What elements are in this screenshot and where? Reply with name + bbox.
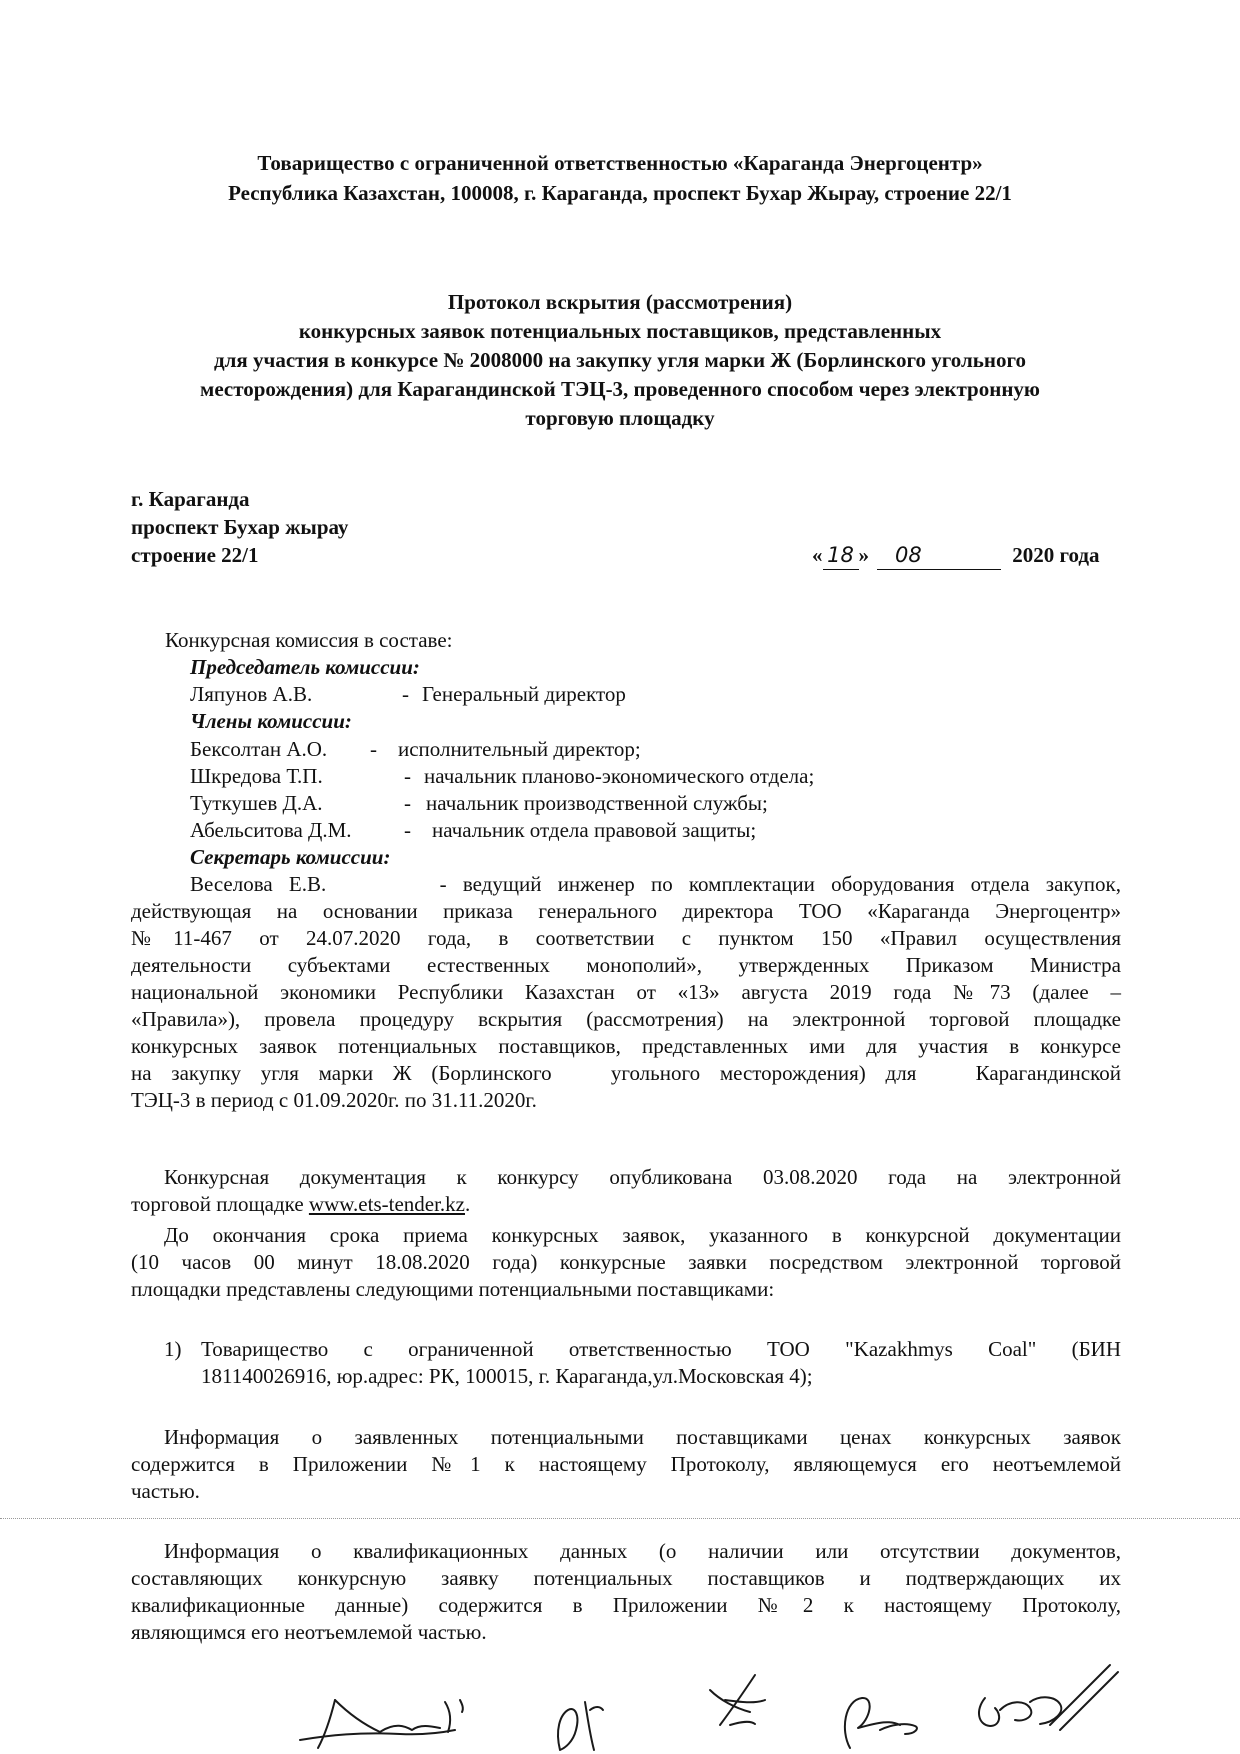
signature-3 (710, 1675, 765, 1725)
paragraph-line: ТЭЦ-3 в период с 01.09.2020г. по 31.11.2020г. (131, 1088, 537, 1112)
supplier-number: 1) (164, 1337, 182, 1361)
deadline-paragraph (131, 1222, 1121, 1303)
paragraph-line: (10 часов 00 минут 18.08.2020 года) конкурсные заявки посредством электронной торговой (131, 1250, 1121, 1274)
protocol-date (812, 541, 1100, 570)
member-name: Бексолтан А.О. (190, 737, 328, 761)
paragraph-line: на закупку угля марки Ж (Борлинского угольного месторождения) для Карагандинской (131, 1061, 1121, 1085)
signature-2 (558, 1702, 603, 1750)
prices-paragraph (131, 1424, 1121, 1505)
location-city: г. Караганда (131, 487, 250, 511)
chair-heading: Председатель комиссии: (190, 655, 420, 679)
member-name: Абельситова Д.М. (190, 818, 352, 842)
date-day: 18 (823, 541, 859, 570)
protocol-title-line-1: Протокол вскрытия (рассмотрения) (447, 290, 793, 314)
chair-role: Генеральный директор (422, 682, 626, 706)
paragraph-line: До окончания срока приема конкурсных заявок, указанного в конкурсной документации (164, 1223, 1121, 1247)
protocol-title-line-5: торговую площадку (525, 406, 715, 430)
chair-sep: - (402, 682, 409, 706)
location-street: проспект Бухар жырау (131, 515, 349, 539)
paragraph-line (131, 1191, 1121, 1218)
paragraph-line: Веселова Е.В. - ведущий инженер по комплектации оборудования отдела закупок, (190, 872, 1121, 896)
member-row (0, 817, 1240, 844)
member-role: начальник отдела правовой защиты; (432, 818, 757, 842)
org-name: Товарищество с ограниченной ответственностью «Караганда Энергоцентр» (257, 151, 983, 175)
protocol-title-line-3: для участия в конкурсе № 2008000 на закупку угля марки Ж (Борлинского угольного (213, 348, 1027, 372)
paragraph-line: квалификационные данные) содержится в Приложении №2 к настоящему Протоколу, (131, 1593, 1121, 1617)
date-open-quote: « (812, 543, 823, 567)
paragraph-line: конкурсных заявок потенциальных поставщиков, представленных ими для участия в конкурсе (131, 1034, 1121, 1058)
signature-5 (979, 1665, 1118, 1730)
member-row (0, 736, 1240, 763)
location-building: строение 22/1 (131, 543, 259, 567)
date-month: 08 (877, 541, 1001, 570)
paragraph-line: частью. (131, 1479, 200, 1503)
supplier-list-item (131, 1336, 1121, 1390)
member-name: Туткушев Д.А. (190, 791, 323, 815)
member-role: начальник планово-экономического отдела; (424, 764, 815, 788)
member-sep: - (370, 737, 377, 761)
chair-name: Ляпунов А.В. (190, 682, 313, 706)
member-row (0, 763, 1240, 790)
protocol-title-line-2: конкурсных заявок потенциальных поставщиков, представленных (298, 319, 942, 343)
paragraph-line: содержится в Приложении №1 к настоящему Протоколу, являющемуся его неотъемлемой (131, 1452, 1121, 1476)
member-sep: - (404, 818, 411, 842)
paragraph-line: №11-467 от 24.07.2020 года, в соответствии с пунктом 150 «Правил осуществления (131, 926, 1121, 950)
paragraph-line: национальной экономики Республики Казахстан от «13» августа 2019 года №73 (далее – (131, 980, 1121, 1004)
paragraph-line: составляющих конкурсную заявку потенциальных поставщиков и подтверждающих их (131, 1566, 1121, 1590)
members-heading: Члены комиссии: (190, 709, 352, 733)
member-row (0, 790, 1240, 817)
publication-paragraph (131, 1164, 1121, 1218)
signature-1 (300, 1700, 463, 1748)
publication-suffix: . (465, 1192, 471, 1216)
member-role: начальник производственной службы; (426, 791, 768, 815)
chair-row (0, 681, 1240, 708)
commission-intro: Конкурсная комиссия в составе: (165, 628, 453, 652)
protocol-title-line-4: месторождения) для Карагандинской ТЭЦ-3, проведенного способом через электронную (200, 377, 1040, 401)
paragraph-line: Информация о заявленных потенциальными поставщиками ценах конкурсных заявок (164, 1425, 1121, 1449)
paragraph-line: Информация о квалификационных данных (о наличии или отсутствии документов, (164, 1539, 1121, 1563)
supplier-line: Товарищество с ограниченной ответственностью ТОО "Kazakhmys Coal" (БИН (201, 1337, 1121, 1361)
signatures (0, 1630, 1240, 1754)
secretary-heading: Секретарь комиссии: (190, 845, 391, 869)
paragraph-line: Конкурсная документация к конкурсу опубликована 03.08.2020 года на электронной (164, 1165, 1121, 1189)
secretary-paragraph (131, 871, 1121, 1114)
paragraph-line: являющимся его неотъемлемой частью. (131, 1620, 487, 1644)
supplier-line: 181140026916, юр.адрес: РК, 100015, г. Караганда,ул.Московская 4); (201, 1364, 813, 1388)
fold-line (0, 1518, 1240, 1519)
org-address: Республика Казахстан, 100008, г. Караганда, проспект Бухар Жырау, строение 22/1 (228, 181, 1012, 205)
member-role: исполнительный директор; (398, 737, 641, 761)
member-sep: - (404, 764, 411, 788)
signature-4 (845, 1698, 917, 1748)
ets-tender-link[interactable]: www.ets-tender.kz (308, 1192, 465, 1216)
publication-prefix: торговой площадке (131, 1192, 309, 1216)
date-close-quote: » (858, 543, 869, 567)
paragraph-line: действующая на основании приказа генерального директора ТОО «Караганда Энергоцентр» (131, 899, 1121, 923)
date-year: 2020 года (1012, 543, 1100, 567)
member-sep: - (404, 791, 411, 815)
member-name: Шкредова Т.П. (190, 764, 323, 788)
paragraph-line: «Правила»), провела процедуру вскрытия (рассмотрения) на электронной торговой площадке (131, 1007, 1121, 1031)
paragraph-line: деятельности субъектами естественных монополий», утвержденных Приказом Министра (131, 953, 1121, 977)
paragraph-line: площадки представлены следующими потенциальными поставщиками: (131, 1277, 775, 1301)
